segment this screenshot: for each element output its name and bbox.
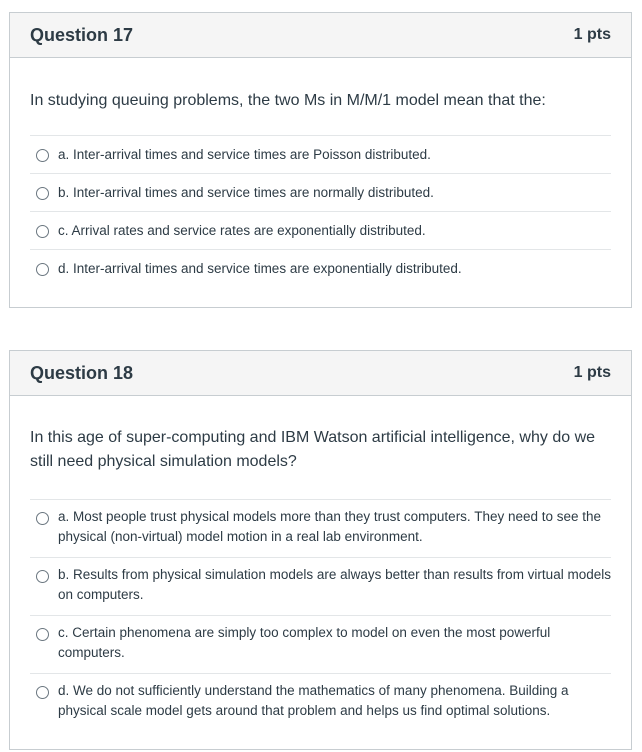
answer-label[interactable]: c. Certain phenomena are simply too complex to model on even the most powerful computers. [58,625,551,660]
radio-button[interactable] [36,628,49,641]
answer-list [30,135,611,287]
question-header [10,351,631,396]
answer-list [30,499,611,731]
question-title: Question 18 [30,362,134,383]
radio-button[interactable] [36,686,49,699]
answer-label[interactable]: c. Arrival rates and service rates are exponentially distributed. [58,223,426,238]
answer-label[interactable]: d. Inter-arrival times and service times are exponentially distributed. [58,261,462,276]
question-title: Question 17 [30,24,134,45]
question-body [10,58,631,287]
answer-label[interactable]: a. Most people trust physical models more than they trust computers. They need to see the physical (non-virtual) model motion in a real lab environment. [58,509,602,544]
answer-option-a[interactable] [30,499,611,557]
question-points: 1 pts [573,364,611,381]
answer-label[interactable]: a. Inter-arrival times and service times are Poisson distributed. [58,147,431,162]
question-points: 1 pts [573,26,611,43]
answer-label[interactable]: d. We do not sufficiently understand the mathematics of many phenomena. Building a physical scale model gets around that problem and helps us find optimal solutions. [58,683,569,718]
question-18-card [9,350,632,750]
answer-option-a[interactable] [30,135,611,173]
answer-option-b[interactable] [30,173,611,211]
answer-option-c[interactable] [30,211,611,249]
answer-option-c[interactable] [30,615,611,673]
question-body [10,396,631,731]
radio-button[interactable] [36,187,49,200]
radio-button[interactable] [36,263,49,276]
answer-option-d[interactable] [30,249,611,287]
radio-button[interactable] [36,225,49,238]
radio-button[interactable] [36,149,49,162]
radio-button[interactable] [36,512,49,525]
radio-button[interactable] [36,570,49,583]
answer-label[interactable]: b. Results from physical simulation models are always better than results from virtual models on computers. [58,567,611,602]
answer-option-d[interactable] [30,673,611,731]
answer-option-b[interactable] [30,557,611,615]
answer-label[interactable]: b. Inter-arrival times and service times are normally distributed. [58,185,434,200]
question-header [10,13,631,58]
question-prompt: In studying queuing problems, the two Ms in M/M/1 model mean that the: [30,92,546,109]
question-17-card [9,12,632,308]
question-prompt: In this age of super-computing and IBM Watson artificial intelligence, why do we still need physical simulation models? [30,429,596,470]
